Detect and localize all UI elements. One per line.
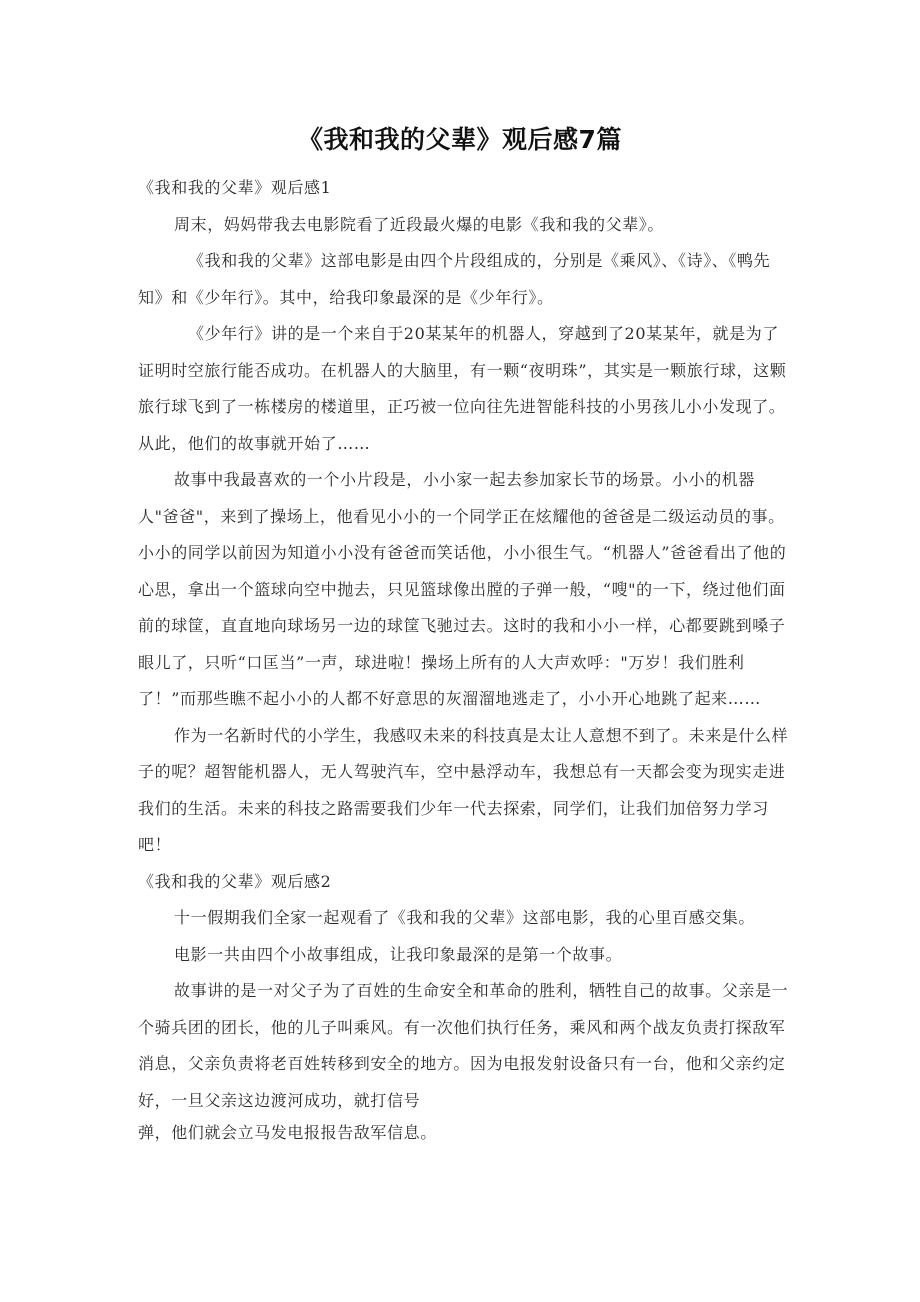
paragraph: 《少年行》讲的是一个来自于20某某年的机器人，穿越到了20某某年，就是为了证明时空旅行能否成功。在机器人的大脑里，有一颗“夜明珠”，其实是一颗旅行球，这颗旅行球飞到了一栋楼房的楼道里，正巧被一位向往先进智能科技的小男孩儿小小发现了。从此，他们的故事就开始了……	[138, 324, 787, 453]
section-heading-1: 《我和我的父辈》观后感1	[138, 178, 332, 197]
paragraph: 十一假期我们全家一起观看了《我和我的父辈》这部电影，我的心里百感交集。	[174, 908, 756, 927]
document-title: 《我和我的父辈》观后感7篇	[298, 125, 622, 154]
paragraph: 《我和我的父辈》这部电影是由四个片段组成的，分别是《乘风》、《诗》、《鸭先知》和《少年行》。其中，给我印象最深的是《少年行》。	[138, 251, 771, 307]
document-body	[138, 170, 790, 1147]
paragraph: 故事讲的是一对父子为了百姓的生命安全和革命的胜利，牺牲自己的故事。父亲是一个骑兵团的团长，他的儿子叫乘风。有一次他们执行任务，乘风和两个战友负责打探敌军消息，父亲负责将老百姓转移到安全的地方。因为电报发射设备只有一台，他和父亲约定好，一旦父亲这边渡河成功，就打信号	[138, 981, 789, 1110]
paragraph-continuation: 弹，他们就会立马发电报报告敌军信息。	[138, 1123, 437, 1142]
paragraph: 作为一名新时代的小学生，我感叹未来的科技真是太让人意想不到了。未来是什么样子的呢？超智能机器人，无人驾驶汽车，空中悬浮动车，我想总有一天都会变为现实走进我们的生活。未来的科技之路需要我们少年一代去探索，同学们，让我们加倍努力学习吧！	[138, 725, 789, 854]
paragraph: 周末，妈妈带我去电影院看了近段最火爆的电影《我和我的父辈》。	[174, 214, 665, 234]
paragraph: 电影一共由四个小故事组成，让我印象最深的是第一个故事。	[174, 944, 623, 964]
section-heading-2: 《我和我的父辈》观后感2	[138, 871, 332, 891]
paragraph: 故事中我最喜欢的一个小片段是，小小家一起去参加家长节的场景。小小的机器人"爸爸"，来到了操场上，他看见小小的一个同学正在炫耀他的爸爸是二级运动员的事。小小的同学以前因为知道小小没有爸爸而笑话他，小小很生气。“机器人”爸爸看出了他的心思，拿出一个篮球向空中抛去，只见篮球像出膛的子弹一般，“嗖"的一下，绕过他们面前的球筐，直直地向球场另一边的球筐飞驰过去。这时的我和小小一样，心都要跳到嗓子眼儿了，只听“口匡当”一声，球进啦！操场上所有的人大声欢呼："万岁！我们胜利了！”而那些瞧不起小小的人都不好意思的灰溜溜地逃走了，小小开心地跳了起来……	[138, 470, 787, 708]
